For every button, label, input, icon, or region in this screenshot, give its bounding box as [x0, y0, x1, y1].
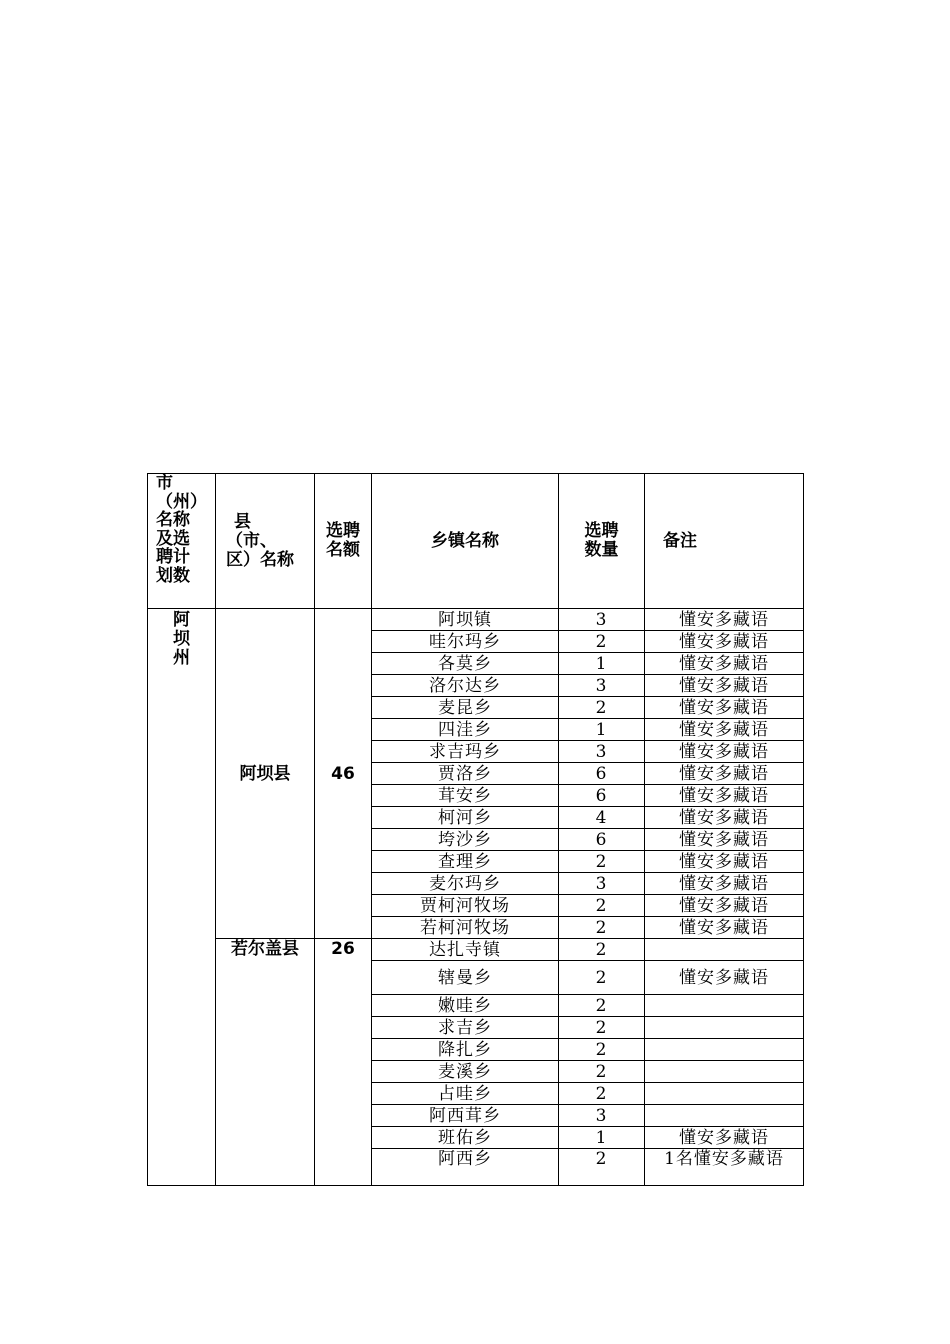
town-note: 懂安多藏语: [645, 741, 804, 763]
town-name: 阿西茸乡: [372, 1105, 559, 1127]
town-name: 班佑乡: [372, 1127, 559, 1149]
town-name: 贾柯河牧场: [372, 895, 559, 917]
town-name: 查理乡: [372, 851, 559, 873]
town-count: 6: [559, 785, 645, 807]
recruitment-table: [147, 473, 804, 1186]
town-count: 6: [559, 763, 645, 785]
town-count: 2: [559, 631, 645, 653]
town-note: 懂安多藏语: [645, 675, 804, 697]
header-row: [148, 474, 804, 609]
county-quota: 26: [315, 939, 372, 1186]
town-count: 4: [559, 807, 645, 829]
town-note: [645, 1039, 804, 1061]
town-name: 占哇乡: [372, 1083, 559, 1105]
town-note: 懂安多藏语: [645, 631, 804, 653]
town-note: 懂安多藏语: [645, 653, 804, 675]
town-note: 懂安多藏语: [645, 1127, 804, 1149]
town-note: 懂安多藏语: [645, 807, 804, 829]
header-quota-line1: 选聘: [326, 521, 360, 541]
town-note: 懂安多藏语: [645, 785, 804, 807]
town-name: 阿坝镇: [372, 609, 559, 631]
town-note: 懂安多藏语: [645, 763, 804, 785]
town-note: 懂安多藏语: [645, 719, 804, 741]
town-note: 懂安多藏语: [645, 873, 804, 895]
county-name: 若尔盖县: [216, 939, 315, 1186]
town-note: [645, 1083, 804, 1105]
header-county-line2: （市、: [226, 530, 277, 551]
town-count: 2: [559, 851, 645, 873]
town-name: 达扎寺镇: [372, 939, 559, 961]
header-note: 备注: [645, 474, 804, 609]
town-count: 2: [559, 1017, 645, 1039]
town-note: [645, 939, 804, 961]
town-note: 懂安多藏语: [645, 851, 804, 873]
prefecture-cell: [148, 609, 216, 1186]
header-count-line1: 选聘: [584, 521, 619, 541]
town-name: 若柯河牧场: [372, 917, 559, 939]
town-count: 3: [559, 609, 645, 631]
town-note: 懂安多藏语: [645, 961, 804, 995]
header-count-line2: 数量: [584, 540, 619, 560]
town-note: [645, 1061, 804, 1083]
town-note: 懂安多藏语: [645, 917, 804, 939]
town-count: 6: [559, 829, 645, 851]
town-name: 贾洛乡: [372, 763, 559, 785]
town-count: 1: [559, 719, 645, 741]
town-name: 求吉玛乡: [372, 741, 559, 763]
town-note: 懂安多藏语: [645, 697, 804, 719]
town-note: 懂安多藏语: [645, 609, 804, 631]
town-note: 懂安多藏语: [645, 829, 804, 851]
header-county-line1: 县: [234, 511, 251, 532]
county-name: 阿坝县: [216, 609, 315, 939]
town-name: 茸安乡: [372, 785, 559, 807]
town-name: 麦溪乡: [372, 1061, 559, 1083]
town-count: 3: [559, 675, 645, 697]
table-row: [148, 939, 804, 961]
town-name: 柯河乡: [372, 807, 559, 829]
table-row: [148, 609, 804, 631]
town-name: 洛尔达乡: [372, 675, 559, 697]
town-name: 阿西乡: [372, 1149, 559, 1186]
header-town: 乡镇名称: [372, 474, 559, 609]
header-county-line3: 区）名称: [226, 549, 294, 570]
header-quota-line2: 名额: [326, 540, 360, 560]
town-count: 2: [559, 1061, 645, 1083]
town-count: 1: [559, 653, 645, 675]
town-count: 3: [559, 1105, 645, 1127]
town-count: 2: [559, 1149, 645, 1186]
town-count: 3: [559, 741, 645, 763]
town-count: 2: [559, 939, 645, 961]
header-prefecture-label: 市（州）名称及选聘计划数: [156, 473, 207, 586]
town-count: 2: [559, 1039, 645, 1061]
town-note: 懂安多藏语: [645, 895, 804, 917]
header-county: [216, 474, 315, 609]
header-count: [559, 474, 645, 609]
town-name: 降扎乡: [372, 1039, 559, 1061]
town-count: 2: [559, 961, 645, 995]
town-name: 垮沙乡: [372, 829, 559, 851]
town-count: 1: [559, 1127, 645, 1149]
town-count: 3: [559, 873, 645, 895]
town-name: 四洼乡: [372, 719, 559, 741]
header-prefecture: [148, 474, 216, 609]
town-count: 2: [559, 917, 645, 939]
town-count: 2: [559, 1083, 645, 1105]
town-note: 1名懂安多藏语: [645, 1149, 804, 1186]
town-count: 2: [559, 895, 645, 917]
town-note: [645, 1017, 804, 1039]
town-name: 求吉乡: [372, 1017, 559, 1039]
county-quota: 46: [315, 609, 372, 939]
prefecture-name: 阿坝州: [173, 610, 190, 668]
town-note: [645, 995, 804, 1017]
town-name: 麦昆乡: [372, 697, 559, 719]
town-name: 各莫乡: [372, 653, 559, 675]
town-name: 嫩哇乡: [372, 995, 559, 1017]
town-name: 麦尔玛乡: [372, 873, 559, 895]
town-note: [645, 1105, 804, 1127]
town-count: 2: [559, 697, 645, 719]
town-name: 辖曼乡: [372, 961, 559, 995]
town-count: 2: [559, 995, 645, 1017]
town-name: 哇尔玛乡: [372, 631, 559, 653]
header-quota: [315, 474, 372, 609]
